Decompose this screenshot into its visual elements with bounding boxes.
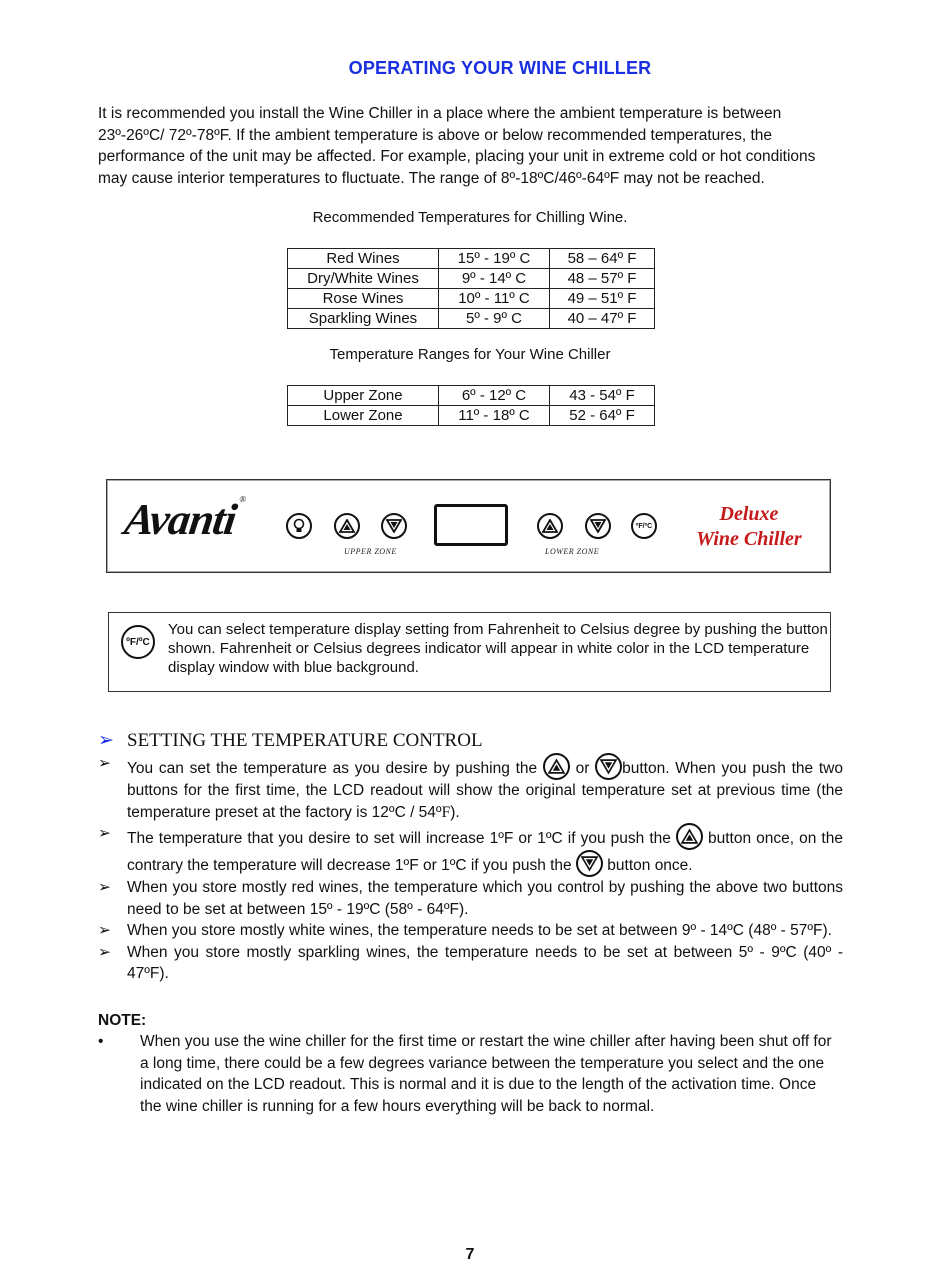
item-text: You can set the temperature as you desire by pushing the [127, 760, 543, 777]
up-button-icon [676, 823, 703, 850]
registered-mark: ® [238, 494, 246, 504]
zone-name: Lower Zone [288, 406, 439, 426]
item-text: When you store mostly sparkling wines, the temperature needs to be set at between 5º - 9ºC (40º - 47ºF). [127, 943, 843, 982]
ranges-caption: Temperature Ranges for Your Wine Chiller [329, 346, 611, 363]
celsius-range: 5º - 9º C [439, 309, 550, 329]
logo-text: Avanti [121, 495, 239, 544]
up-button-icon [543, 753, 570, 780]
lower-zone-label: LOWER ZONE [545, 547, 600, 556]
celsius-range: 10º - 11º C [439, 289, 550, 309]
table-row [288, 249, 655, 269]
upper-zone-up-button[interactable] [334, 513, 360, 539]
wine-type: Rose Wines [288, 289, 439, 309]
item-text: When you store mostly white wines, the temperature needs to be set at between 9º - 14ºC (48º - 57ºF). [127, 922, 832, 939]
wine-type: Red Wines [288, 249, 439, 269]
wine-type: Dry/White Wines [288, 269, 439, 289]
list-item [98, 920, 843, 942]
item-text: F [441, 803, 451, 821]
celsius-range: 6º - 12º C [439, 386, 550, 406]
arrow-bullet-icon: ➢ [98, 943, 111, 961]
section-heading [98, 729, 843, 753]
arrow-bullet-icon: ➢ [98, 755, 111, 772]
table-row [288, 309, 655, 329]
celsius-range: 15º - 19º C [439, 249, 550, 269]
fahrenheit-range: 40 – 47º F [550, 309, 655, 329]
fahrenheit-range: 48 – 57º F [550, 269, 655, 289]
wine-type: Sparkling Wines [288, 309, 439, 329]
item-text: ). [450, 803, 460, 821]
note-text: When you use the wine chiller for the first time or restart the wine chiller after having been shut off for a long time, there could be a few degrees variance between the temperature you select and the one indicated on the LCD readout. This is normal and it is due to the length of the activation time. Once the wine chiller is running for a few hours everything will be back to normal. [140, 1033, 832, 1115]
fahrenheit-range: 43 - 54º F [550, 386, 655, 406]
brand-line-1: Deluxe [719, 503, 779, 525]
lower-zone-down-button[interactable] [585, 513, 611, 539]
list-item [98, 753, 843, 823]
intro-paragraph: It is recommended you install the Wine Chiller in a place where the ambient temperature is between 23º-26ºC/ 72º-78ºF. If the ambient temperature is above or below recommended temperatures, the performance of the unit may be affected. For example, placing your unit in extreme cold or hot conditions may cause interior temperatures to fluctuate. The range of 8º-18ºC/46º-64ºF may not be reached. [98, 105, 816, 187]
triangle-up-icon [339, 519, 355, 533]
bullet-dot-icon: • [98, 1033, 104, 1050]
brand-line-2: Wine Chiller [696, 528, 802, 550]
control-panel-illustration [106, 479, 831, 573]
zone-name: Upper Zone [288, 386, 439, 406]
list-item [98, 877, 843, 920]
item-text: When you store mostly red wines, the temperature which you control by pushing the above two buttons need to be set at between 15º - 19ºC (58º - 64ºF). [127, 879, 843, 918]
upper-zone-down-button[interactable] [381, 513, 407, 539]
triangle-up-icon [542, 519, 558, 533]
celsius-range: 11º - 18º C [439, 406, 550, 426]
deluxe-wine-chiller-brand [679, 502, 819, 552]
recommended-caption: Recommended Temperatures for Chilling Wine. [312, 209, 628, 226]
list-item [98, 1031, 838, 1117]
fahrenheit-celsius-button[interactable]: ºF/ºC [631, 513, 657, 539]
upper-zone-label: UPPER ZONE [344, 547, 397, 556]
table-row [288, 386, 655, 406]
list-item [98, 942, 843, 985]
triangle-down-icon [590, 519, 606, 533]
lower-zone-up-button[interactable] [537, 513, 563, 539]
zone-ranges-table [287, 385, 655, 426]
item-text: button once. [602, 857, 693, 874]
avanti-logo [121, 494, 246, 545]
fahrenheit-range: 49 – 51º F [550, 289, 655, 309]
item-text: or [569, 760, 596, 777]
fahrenheit-range: 58 – 64º F [550, 249, 655, 269]
light-bulb-icon [292, 518, 306, 534]
fahrenheit-celsius-info-text: You can select temperature display setting from Fahrenheit to Celsius degree by pushing the button shown. Fahrenheit or Celsius degrees indicator will appear in white color in the LCD temperature display window with blue background. [168, 621, 828, 676]
list-item [98, 823, 843, 877]
celsius-range: 9º - 14º C [439, 269, 550, 289]
arrow-bullet-icon: ➢ [98, 922, 111, 939]
page-number: 7 [465, 1246, 475, 1263]
arrow-bullet-icon: ➢ [98, 879, 111, 896]
arrow-bullet-icon: ➢ [98, 825, 111, 842]
table-row [288, 289, 655, 309]
table-row [288, 406, 655, 426]
down-button-icon [595, 753, 622, 780]
fahrenheit-celsius-info-box [108, 612, 831, 692]
setting-temperature-section [98, 729, 843, 985]
page-title: OPERATING YOUR WINE CHILLER [348, 58, 652, 78]
section-heading-text: SETTING THE TEMPERATURE CONTROL [127, 730, 483, 751]
note-heading: NOTE: [98, 1012, 147, 1029]
triangle-down-icon [386, 519, 402, 533]
recommended-temperatures-table [287, 248, 655, 329]
lcd-display [434, 504, 508, 546]
item-text: The temperature that you desire to set will increase 1ºF or 1ºC if you push the [127, 830, 676, 847]
item-text: button once, on the contrary the temperature will decrease 1ºF or 1ºC if you push the [127, 830, 843, 874]
note-section [98, 1031, 838, 1117]
table-row [288, 269, 655, 289]
arrow-bullet-icon: ➢ [98, 730, 114, 751]
down-button-icon [576, 850, 603, 877]
fahrenheit-celsius-button-icon: ºF/ºC [121, 625, 155, 659]
light-button[interactable] [286, 513, 312, 539]
fahrenheit-range: 52 - 64º F [550, 406, 655, 426]
item-text: button. When you push the two buttons for the first time, the LCD readout will show the original temperature set at previous time (the temperature preset at the factory is 12ºC / 54º [127, 760, 843, 821]
